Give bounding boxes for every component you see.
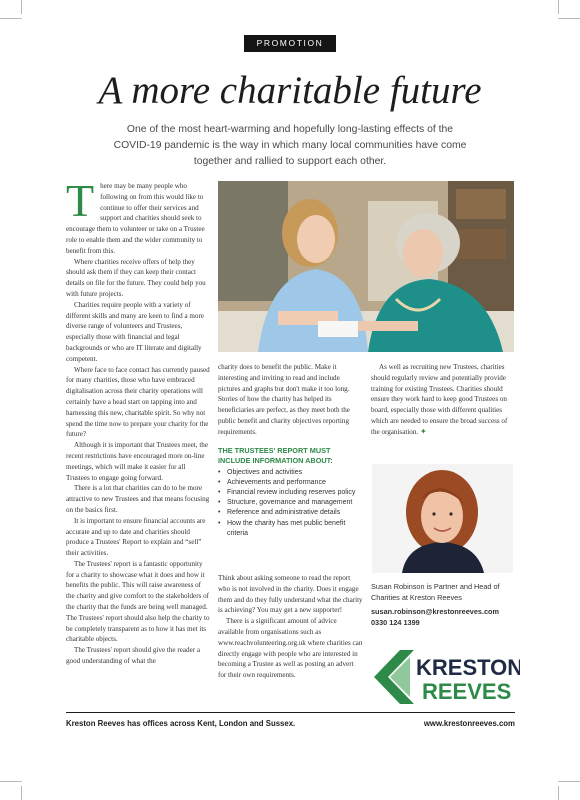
footer-website-link[interactable]: www.krestonreeves.com [423, 719, 515, 728]
article-title: A more charitable future [98, 69, 482, 112]
list-heading: THE TRUSTEES' REPORT MUST INCLUDE INFORMATION ABOUT: [218, 445, 333, 465]
author-portrait [372, 464, 513, 573]
end-mark-icon: ✦ [419, 426, 427, 436]
article-column-2-continued [218, 573, 363, 681]
footer-offices: Kreston Reeves has offices across Kent, London and Sussex. [66, 719, 296, 728]
crop-mark [558, 786, 559, 800]
crop-mark [558, 18, 580, 19]
promotion-banner: PROMOTION [244, 35, 336, 52]
logo-line2: REEVES [422, 679, 512, 704]
paragraph: There is a lot that charities can do to be more attractive to new Trustees and that means focusing on the basics first. [66, 484, 210, 514]
paragraph: Although it is important that Trustees meet, the recent restrictions have encouraged more on-line meetings, which will make it easier for all Trustees to engage going forward. [66, 441, 208, 482]
crop-mark [558, 0, 559, 14]
crop-mark [558, 781, 580, 782]
crop-mark [21, 786, 22, 800]
crop-mark [0, 18, 22, 19]
paragraph: Charities require people with a variety of different skills and many are keen to find a more diverse range of volunteers and Trustees, especially those with financial and legal backgrounds or who are IT literate and digitally competent. [66, 300, 204, 363]
crop-mark [21, 0, 22, 14]
crop-mark [0, 781, 22, 782]
paragraph: Think about asking someone to read the report who is not involved in the charity. Does it engage them and do they fully understand what the charity is achieving? You may get a new supporter! [218, 574, 363, 615]
author-bio [371, 581, 521, 628]
standfirst: One of the most heart-warming and hopefully long-lasting effects of the COVID-19 pandemic is the way in which many local communities have come together and rallied to support each other. [113, 124, 467, 167]
paragraph: Where face to face contact has currently paused for many charities, those who have embraced digitalisation across their charity operations will certainly have a head start on tapping into and harnessing this new, charitable spirit. So why not spend the time now to prepare your charity for the future? [66, 365, 210, 439]
paragraph: The Trustees' report should give the reader a good understanding of what the [66, 646, 200, 666]
paragraph: The Trustees' report is a fantastic opportunity for a charity to showcase what it does and how it benefits the public. This will raise awareness of the charity and give comfort to the stakeholders of the charity that the funds are being well managed. The Trustees' report should also help the charity to be completely transparent as to how it has met its charitable objects. [66, 559, 210, 644]
kreston-reeves-logo [370, 646, 520, 708]
list-item: • Reference and administrative details [218, 508, 363, 518]
paragraph: As well as recruiting new Trustees, charities should regularly review and potentially provide training for existing Trustees. Charities should ensure they work hard to keep good Trustees on board, especially those with different qualities which are needed to ensure the broad success of the organisation. ✦ [371, 363, 508, 436]
trustees-photo [218, 181, 514, 352]
list-item: • Achievements and performance [218, 478, 363, 488]
logo-line1: KRESTON [416, 655, 520, 680]
paragraph: There may be many people who following on from this would like to continue to offer their services and support and charities should seek to encourage them to volunteer or take on a Trustee role to enable them and the wider community to benefit from this. [66, 181, 205, 255]
phone-number: 0330 124 1399 [371, 618, 420, 627]
list-item: • Structure, governance and management [218, 498, 363, 508]
email-link[interactable]: susan.robinson@krestonreeves.com [371, 607, 499, 616]
article-column-2 [218, 362, 363, 539]
list-item: • How the charity has met public benefit criteria [218, 519, 363, 539]
paragraph: charity does to benefit the public. Make it interesting and inviting to read and include pictures and graphs but don't make it too long. Stories of how the charity has helped its beneficiaries are perfect, as they meet both the public benefit and charity objectives reporting requirements. [218, 363, 350, 436]
bio-text: Susan Robinson is Partner and Head of Charities at Kreston Reeves [371, 582, 500, 602]
article-column-1 [66, 181, 210, 706]
drop-cap: T [66, 181, 95, 226]
footer-divider [66, 712, 515, 713]
paragraph: It is important to ensure financial accounts are accurate and up to date and charities should produce a Trustees' Report to explain and “sell” their activities. [66, 516, 206, 558]
paragraph: Where charities receive offers of help they should ask them if they can keep their contact details on file for the future. They could help you with future projects. [66, 257, 206, 298]
list-item: • Financial review including reserves policy [218, 488, 363, 498]
list-item: • Objectives and activities [218, 468, 363, 478]
article-column-3 [371, 362, 516, 438]
paragraph: There is a significant amount of advice available from organisations such as www.reachvolunteering.org.uk where charities can directly engage with people who are interested in becoming a Trustee as well as posting an advert for their own requirements. [218, 617, 363, 680]
requirements-list [218, 468, 363, 539]
